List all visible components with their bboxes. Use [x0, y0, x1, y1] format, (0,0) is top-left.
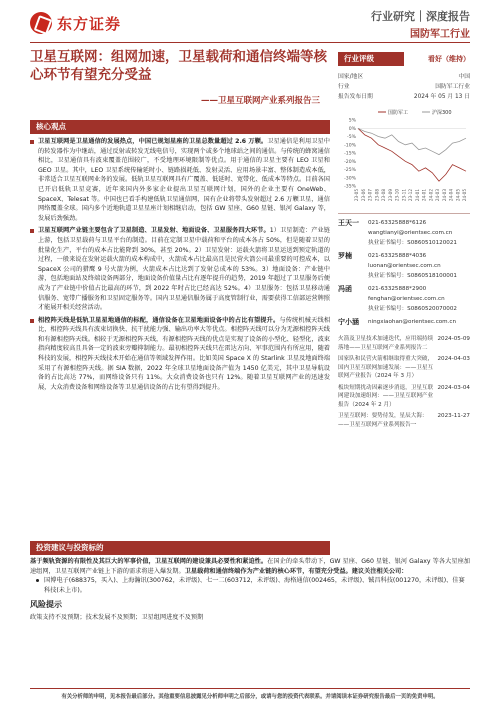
x-tick-label: 23-11 — [401, 189, 407, 202]
rating-row — [338, 52, 470, 66]
logo-icon — [30, 12, 52, 34]
info-key: 行业 — [338, 84, 350, 90]
core-point — [30, 226, 330, 312]
performance-chart-svg — [338, 106, 470, 214]
x-tick-label: 24-05 — [455, 189, 461, 202]
x-tick-label: 24-02 — [428, 189, 434, 202]
analyst-name: 罗楠 — [338, 252, 352, 260]
analyst-license: 执业证书编号：S0860520070002 — [368, 306, 457, 312]
related-title[interactable]: 国家队和民营火箭相继取得重大突破，国内卫星互联网加速发展：——卫星互联网产业报告（2024 年 3 月） — [338, 356, 434, 379]
report-subtitle: ——卫星互联网产业系列报告三 — [200, 96, 320, 106]
info-value: 中国 — [458, 74, 470, 80]
logo-text: 东方证券 — [57, 14, 122, 33]
x-tick-label: 23-10 — [394, 189, 400, 202]
info-value: 国防军工行业 — [435, 84, 470, 90]
company-list: 国博电子(688375，买入)、上海瀚讯(300762，未评级)、七一二(603712，未评级)、海格通信(002465，未评级)、铖昌科技(001270，未评级)、佳赛科技(未上市)。 — [30, 576, 470, 595]
invest-recommend: 建议关注相关公司： — [351, 567, 408, 575]
core-point-lead: 相控阵天线是低轨卫星星地通信的标配，通信设备在卫星地面设备中的占比有望提升。 — [38, 316, 280, 324]
related-title[interactable]: 卫星互联网：要势待发，星辰大海：——卫星互联网产业系列报告一 — [338, 413, 428, 428]
page-header — [0, 0, 500, 42]
related-title[interactable]: 火箭及卫星技术加速迭代，应用端持续落地——卫星互联网产业系列报告二 — [338, 336, 434, 351]
x-tick-label: 24-03 — [435, 189, 440, 202]
x-tick-label: 24-04 — [448, 189, 454, 202]
related-date: 2024-05-09 — [437, 336, 470, 342]
sidebar — [338, 52, 470, 432]
x-tick-label: 23-05 — [354, 189, 359, 202]
core-point-body: 与传统机械天线相比，相控阵天线具有波束切换快、抗干扰能力强、输出功率大等优点。相控阵天线可以分为无源相控阵天线和有源相控阵天线。相较于无源相控阵天线，有源相控阵天线的优点是实现了设备的小型化、轻型化，波束指向精度较高且具备一定的波束旁瓣抑制能力。最初相控阵天线只在雷达方向、军事范围内有所应用，随着科技的发展，相控阵天线技术开始在通信等领域发挥作用。比如美国 Space X 的 Starlink 卫星及地面终端采用了有源相控阵天线。据 SIA 数据，2022 年全球卫星地面设备产值为 1450 亿美元，其中卫星导航设备的占比高达 77%，而网络设备只有 11%。大众消费设备也只有 12%。随着卫星互联网产业的迅速发展，大众消费设备和网络设备等卫星通信设备的占比有望得到提升。 — [38, 316, 331, 391]
legend-label: 沪深300 — [432, 110, 452, 116]
invest-paragraph — [30, 557, 470, 576]
x-tick-label: 24-01 — [421, 189, 427, 202]
info-row — [338, 82, 470, 92]
header-divider — [30, 42, 470, 43]
risk-title: 风险提示 — [30, 600, 62, 610]
series-line — [358, 128, 466, 154]
analyst — [338, 251, 470, 281]
risk-text: 政策支持不及预期；技术发展不及预期；卫星组网进度不及预期 — [30, 614, 204, 622]
x-tick-label: 23-08 — [374, 189, 380, 202]
analyst-license: 执业证书编号：S0860510120021 — [368, 240, 457, 246]
page-footer: 有关分析师的申明，见本报告最后部分。其他重要信息披露见分析师申明之后部分，或请与您的投资代表联系。并请阅读本证券研究报告最后一页的免责申明。 — [30, 688, 470, 700]
info-value: 2024 年 05 月 13 日 — [413, 94, 470, 100]
performance-chart — [338, 106, 470, 214]
rating-value: 看好（维持） — [428, 55, 470, 63]
company-logo — [30, 12, 121, 34]
report-type: 行业研究｜深度报告 — [371, 10, 470, 23]
x-tick-label: 23-12 — [408, 189, 413, 202]
core-point-body: 1）卫星制造：产业链上游，包括卫星载荷与卫星平台的制造。目前在定制卫星中载荷和平台的成本各占 50%，但是随着卫星的批量化生产，平台的成本占比能降到 30%，甚至 20%。2）卫星发射：运载火箭将卫星运送到预定轨道的过程，一般来说在发射运载火箭的成本构成中，火箭成本占比最高且是民营火箭公司最重要的可控成本，以 SpaceX 公司的猎鹰 9 号火箭为例，火箭成本占比达到了发射总成本的 53%。3）地面设备：产业链中游，包括地面站及终端设备两部分，地面设备价值量占比有逐年提升的趋势，2019 年超过了卫星服务后便成为了产业链中价值占比最高的环节，到 2022 年时占比已经高达 52%。4）卫星服务：包括卫星移动通信服务、宽带广播服务和卫星固定服务等。国内卫星通信服务属于高度管制行业，需要获得工信部运营牌照才能展开相关经营活动。 — [38, 227, 330, 312]
y-tick-label: -25% — [344, 168, 356, 173]
related-report[interactable] — [338, 355, 470, 381]
invest-lead-2: 卫星载荷和通信终端作为产业链的核心环节，有望充分受益。 — [184, 567, 352, 575]
y-tick-label: 0% — [348, 126, 356, 132]
y-tick-label: 5% — [348, 118, 356, 124]
section-header-invest: 投资建议与投资标的 — [30, 541, 330, 555]
core-section — [30, 120, 330, 392]
invest-body: 在国企的牵头带动下，GW 星座、G60 星链、银河 Galaxy 等各大星座加速组网，卫星互联网产业链上下游的需求将进入爆发期。 — [30, 558, 470, 575]
core-point-body: 卫星通信是利用卫星中的转发器作为中继站，通过反射或转发无线电信号，实现两个或多个地球站之间的通信。与传统的蜂窝通信相比，卫星通信具有波束覆盖范围较广，不受地理环境限制等优点。用于通信的卫星主要有 LEO 卫星和 GEO 卫星。其中，LEO 卫星系统传输延时小、链路损耗低、发射灵活、应用场景丰富、整体制造成本低，非常适合卫星互联网业务的发展。低轨卫星互联网具有广覆盖、低延时、宽带化、低成本等特点。目前各国已开启低轨卫星竞赛，近年来国内外多家企业提出卫星互联网计划，国外的企业主要有 OneWeb、SpaceX、Telesat 等。中国也已看手构建低轨卫星通信网，国有企业将带头发射超过 2.6 万颗卫星，通信网络覆盖全球。国内多个近地轨道卫星星座计划相继启动，包括 GW 星座、G60 星链、银河 Galaxy 等，发展后劲强劲。 — [38, 138, 330, 222]
related-reports — [338, 335, 470, 429]
related-date: 2024-04-03 — [437, 356, 470, 362]
analyst-license: 执业证书编号：S0860518100001 — [368, 273, 457, 279]
section-header-core: 核心观点 — [30, 120, 330, 134]
y-tick-label: -30% — [344, 176, 356, 182]
related-title[interactable]: 板块短期扰动因素逐步消退，卫星互联网建设加速组网：——卫星互联网产业报告（2024 年 2 月） — [338, 384, 434, 408]
info-key: 国家/地区 — [338, 74, 364, 80]
report-title: 卫星互联网：组网加速，卫星载荷和通信终端等核心环节有望充分受益 — [30, 49, 327, 83]
y-tick-label: -5% — [347, 135, 356, 140]
related-report[interactable] — [338, 335, 470, 352]
info-key: 报告发布日期 — [338, 94, 373, 100]
invest-lead: 基于频轨资源的有限性及其巨大的军事价值，卫星互联网的建设兼具必要性和紧迫性。 — [30, 558, 268, 565]
info-row — [338, 72, 470, 82]
y-tick-label: -10% — [344, 143, 356, 149]
rating-label: 行业评级 — [338, 52, 404, 66]
x-tick-label: 24-03 — [441, 189, 447, 202]
analyst-phone: 021-63325888*4036 — [368, 253, 427, 259]
investment-section — [30, 541, 470, 621]
series-line — [358, 128, 466, 181]
related-report[interactable] — [338, 384, 470, 410]
analyst-list — [338, 218, 470, 327]
y-tick-label: -20% — [344, 159, 356, 165]
related-report[interactable] — [338, 412, 470, 429]
x-tick-label: 23-09 — [387, 189, 393, 202]
analyst — [338, 218, 470, 248]
analyst-name: 冯函 — [338, 285, 352, 293]
analyst-phone: 021-63325888*2900 — [368, 286, 427, 292]
y-tick-label: -15% — [344, 151, 356, 157]
legend-label: 国防军工 — [388, 110, 409, 116]
core-point-lead: 卫星互联网产业链主要包含了卫星制造、卫星发射、地面设备、卫星服务四大环节。 — [38, 227, 270, 235]
y-tick-label: -35% — [344, 184, 356, 190]
analyst — [338, 284, 470, 314]
core-point — [30, 137, 330, 223]
industry-label: 国防军工行业 — [410, 29, 470, 40]
core-point-lead: 卫星互联网是卫星通信的发展热点，中国已规划星座的卫星总数量超过 2.6 万颗。 — [38, 138, 268, 145]
core-point — [30, 316, 330, 393]
analyst-email[interactable]: wangtianyi@orientsec.com.cn — [368, 230, 453, 236]
x-tick-label: 23-08 — [381, 189, 386, 202]
analyst-email[interactable]: ningxiaohan@orientsec.com.cn — [368, 319, 457, 325]
analyst-phone: 021-63325888*6126 — [368, 220, 427, 226]
analyst — [338, 317, 470, 327]
x-tick-label: 23-07 — [367, 189, 373, 202]
analyst-name: 宁小涵 — [338, 318, 359, 326]
related-date: 2024-03-04 — [437, 384, 470, 391]
x-tick-label: 23-06 — [360, 189, 366, 202]
related-date: 2023-11-27 — [437, 413, 470, 419]
analyst-email[interactable]: fenghan@orientsec.com.cn — [368, 296, 445, 302]
analyst-name: 王天一 — [338, 219, 359, 227]
info-row — [338, 92, 470, 102]
x-tick-label: 24-01 — [414, 189, 420, 202]
x-tick-label: 24-05 — [462, 189, 467, 202]
analyst-email[interactable]: luonan@orientsec.com.cn — [368, 263, 441, 269]
